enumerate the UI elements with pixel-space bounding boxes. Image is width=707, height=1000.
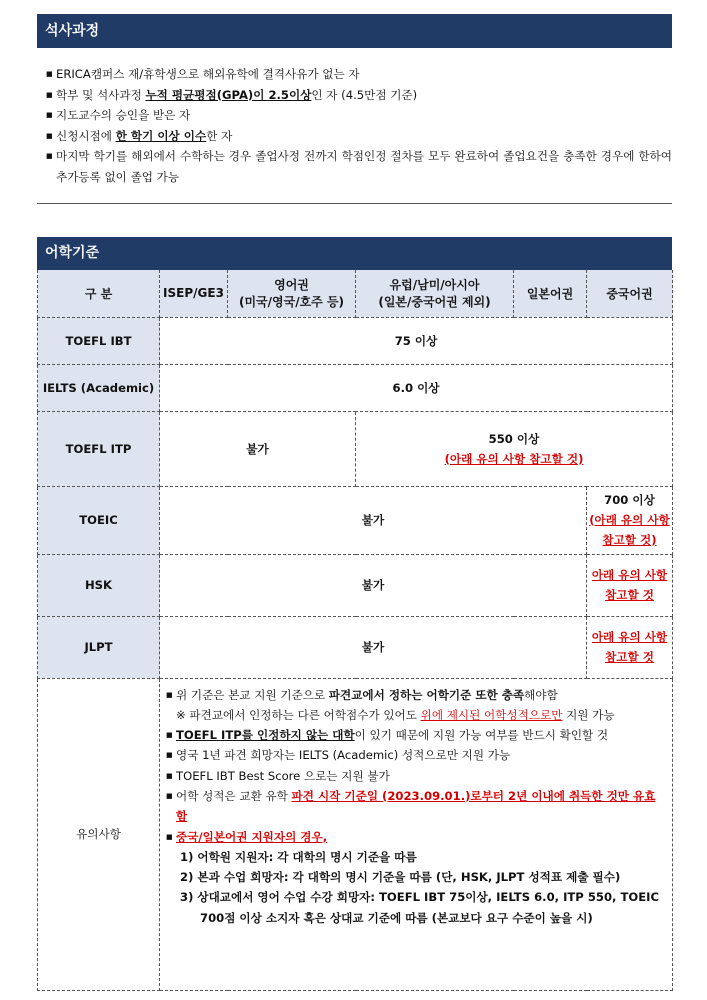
note-item: ■ TOEFL ITP를 인정하지 않는 대학이 있기 때문에 지원 가능 여부를 반드시 확인할 것 [166,725,666,745]
jlpt-unavailable: 불가 [160,616,587,678]
section-title-masters: 석사과정 [37,14,672,48]
list-item: ■ ERICA캠퍼스 재/휴학생으로 해외유학에 결격사유가 없는 자 [46,64,672,85]
row-label-jlpt: JLPT [38,616,160,678]
note-numbered-item: 1) 어학원 지원자: 각 대학의 명시 기준을 따름 [180,849,417,864]
note-item: ■ TOEFL IBT Best Score 으로는 지원 불가 [166,766,666,786]
row-label-hsk: HSK [38,554,160,616]
masters-requirements-list [46,64,672,187]
section-divider [37,203,672,204]
row-label-notes: 유의사항 [38,678,160,990]
note-numbered-item: 2) 본과 수업 희망자: 각 대학의 명시 기준을 따름 (단, HSK, JLPT 성적표 제출 필수) [180,870,621,885]
note-item: ■ 어학 성적은 교환 유학 파견 시작 기준일 (2023.09.01.)로부터 2년 이내에 취득한 것만 유효함 [166,786,666,827]
toefl-itp-unavailable: 불가 [160,411,356,486]
header-category: 구 분 [38,270,160,317]
note-item: ■ 위 기준은 본교 지원 기준으로 파견교에서 정하는 어학기준 또한 충족해야함 [166,685,666,705]
header-europe: 유럽/남미/아시아 (일본/중국어권 제외) [356,270,514,317]
toefl-ibt-value: 75 이상 [160,317,673,364]
header-chinese: 중국어권 [587,270,673,317]
list-item: ■ 마지막 학기를 해외에서 수학하는 경우 졸업사정 전까지 학점인정 절차를 모두 완료하여 졸업요건을 충족한 경우에 한하여 추가등록 없이 졸업 가능 [46,146,672,187]
note-numbered-item: 3) 상대교에서 영어 수업 수강 희망자: TOEFL IBT 75이상, IELTS 6.0, ITP 550, TOEIC 700점 이상 소지자 혹은 상대교 기준에 따름 (본교보다 요구 수준이 높을 시) [180,890,659,925]
section-title-language: 어학기준 [37,237,672,270]
list-item: ■ 지도교수의 승인을 받은 자 [46,105,672,126]
row-label-toefl-ibt: TOEFL IBT [38,317,160,364]
toeic-value: 700 이상 (아래 유의 사항 참고할 것) [587,486,673,554]
jlpt-note: 아래 유의 사항 참고할 것 [587,616,673,678]
row-label-toeic: TOEIC [38,486,160,554]
hsk-note: 아래 유의 사항 참고할 것 [587,554,673,616]
note-item: ■ 중국/일본어권 지원자의 경우, [166,827,666,847]
notes-content [160,678,673,990]
list-item: ■ 학부 및 석사과정 누적 평균평점(GPA)이 2.5이상인 자 (4.5만점 기준) [46,85,672,106]
language-requirements-table [37,270,673,991]
header-japanese: 일본어권 [514,270,587,317]
row-label-ielts: IELTS (Academic) [38,364,160,411]
row-label-toefl-itp: TOEFL ITP [38,411,160,486]
ielts-value: 6.0 이상 [160,364,673,411]
toeic-unavailable: 불가 [160,486,587,554]
toefl-itp-value: 550 이상 (아래 유의 사항 참고할 것) [356,411,673,486]
header-isep: ISEP/GE3 [160,270,228,317]
list-item: ■ 신청시점에 한 학기 이상 이수한 자 [46,126,672,147]
hsk-unavailable: 불가 [160,554,587,616]
note-item: ■ 영국 1년 파견 희망자는 IELTS (Academic) 성적으로만 지원 가능 [166,745,666,765]
header-english: 영어권 (미국/영국/호주 등) [228,270,356,317]
note-subitem: ※ 파견교에서 인정하는 다른 어학점수가 있어도 위에 제시된 어학성적으로만 지원 가능 [176,707,615,722]
